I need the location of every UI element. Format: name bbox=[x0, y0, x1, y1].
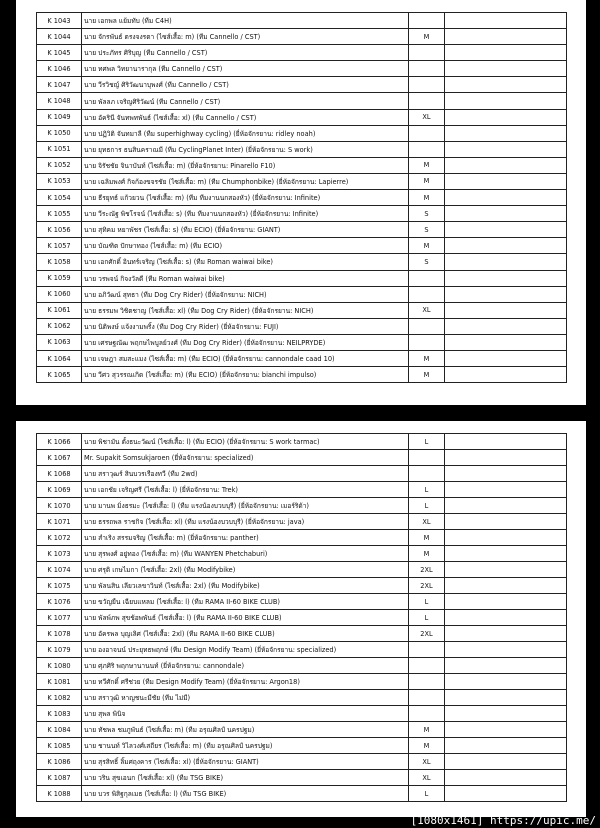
shirt-size-cell: 2XL bbox=[409, 578, 445, 594]
table-row bbox=[37, 29, 567, 45]
participant-name-cell: นาย เศรษฐณัฒ พฤกษไพบูลย์วงศ์ (ทีม Dog Cry Rider) (ยี่ห้อจักรยาน: NEILPRYDE) bbox=[82, 334, 409, 350]
participant-name-cell: นาย องอาจนน์ ประยุทธพฤกษ์ (ทีม Design Modify Team) (ยี่ห้อจักรยาน: specialized) bbox=[82, 642, 409, 658]
registration-code-cell: K 1054 bbox=[37, 190, 82, 206]
empty-note-cell bbox=[445, 514, 567, 530]
shirt-size-cell bbox=[409, 450, 445, 466]
shirt-size-cell: L bbox=[409, 786, 445, 802]
registration-code-cell: K 1066 bbox=[37, 434, 82, 450]
empty-note-cell bbox=[445, 13, 567, 29]
empty-note-cell bbox=[445, 642, 567, 658]
table-row bbox=[37, 626, 567, 642]
empty-note-cell bbox=[445, 61, 567, 77]
empty-note-cell bbox=[445, 45, 567, 61]
registration-code-cell: K 1068 bbox=[37, 466, 82, 482]
shirt-size-cell bbox=[409, 93, 445, 109]
table-row bbox=[37, 722, 567, 738]
participant-name-cell: นาย ปฏิวิติ จันทมาลี (ทีม superhighway cycling) (ยี่ห้อจักรยาน: ridley noah) bbox=[82, 125, 409, 141]
shirt-size-cell: 2XL bbox=[409, 562, 445, 578]
table-row bbox=[37, 642, 567, 658]
registration-code-cell: K 1082 bbox=[37, 690, 82, 706]
table-row bbox=[37, 754, 567, 770]
participant-name-cell: นาย พัลลภ เจริญศิริวัฒน์ (ทีม Cannello / CST) bbox=[82, 93, 409, 109]
table-row bbox=[37, 254, 567, 270]
participant-name-cell: นาย วรพจน์ กิจงวัลดี (ทีม Roman waiwai bike) bbox=[82, 270, 409, 286]
shirt-size-cell: M bbox=[409, 29, 445, 45]
empty-note-cell bbox=[445, 222, 567, 238]
table-row bbox=[37, 674, 567, 690]
shirt-size-cell: M bbox=[409, 350, 445, 366]
empty-note-cell bbox=[445, 562, 567, 578]
document-page-1 bbox=[16, 0, 586, 405]
table-row bbox=[37, 610, 567, 626]
registration-code-cell: K 1067 bbox=[37, 450, 82, 466]
participant-name-cell: นาย บวร พิสิฐกุลเมธ (ไซส์เสื้อ: l) (ทีม TSG BIKE) bbox=[82, 786, 409, 802]
table-row bbox=[37, 514, 567, 530]
shirt-size-cell: M bbox=[409, 367, 445, 383]
empty-note-cell bbox=[445, 498, 567, 514]
registration-code-cell: K 1075 bbox=[37, 578, 82, 594]
participant-name-cell: นาย วีระณัฐ พิชโรจน์ (ไซส์เสื้อ: s) (ทีม ทีมงานนกสองหัว) (ยี่ห้อจักรยาน: Infinite) bbox=[82, 206, 409, 222]
document-page-2 bbox=[16, 421, 586, 817]
registration-code-cell: K 1063 bbox=[37, 334, 82, 350]
shirt-size-cell bbox=[409, 270, 445, 286]
registration-code-cell: K 1051 bbox=[37, 141, 82, 157]
empty-note-cell bbox=[445, 238, 567, 254]
registration-code-cell: K 1046 bbox=[37, 61, 82, 77]
registration-code-cell: K 1079 bbox=[37, 642, 82, 658]
registration-code-cell: K 1073 bbox=[37, 546, 82, 562]
empty-note-cell bbox=[445, 29, 567, 45]
participant-name-cell: นาย เอกพล แย้มทับ (ทีม C4H) bbox=[82, 13, 409, 29]
table-row bbox=[37, 270, 567, 286]
empty-note-cell bbox=[445, 690, 567, 706]
shirt-size-cell bbox=[409, 286, 445, 302]
shirt-size-cell: M bbox=[409, 238, 445, 254]
table-row bbox=[37, 157, 567, 173]
registration-code-cell: K 1047 bbox=[37, 77, 82, 93]
shirt-size-cell bbox=[409, 77, 445, 93]
participant-name-cell: นาย ขวัญยืน เฉียบแหลม (ไซส์เสื้อ: l) (ทีม RAMA II-60 BIKE CLUB) bbox=[82, 594, 409, 610]
empty-note-cell bbox=[445, 434, 567, 450]
table-row bbox=[37, 367, 567, 383]
shirt-size-cell: M bbox=[409, 173, 445, 189]
empty-note-cell bbox=[445, 482, 567, 498]
participant-name-cell: นาย ประภัทร ศิริบุญ (ทีม Cannello / CST) bbox=[82, 45, 409, 61]
participant-name-cell: นาย มานพ มิ่งธรมะ (ไซส์เสื้อ: l) (ทีม แรงน้องบวบบุรี) (ยี่ห้อจักรยาน: เมอร์ริด้า) bbox=[82, 498, 409, 514]
table-row bbox=[37, 77, 567, 93]
participant-name-cell: นาย บัณฑิต ปักษาทอง (ไซส์เสื้อ: m) (ทีม ECIO) bbox=[82, 238, 409, 254]
registration-code-cell: K 1088 bbox=[37, 786, 82, 802]
participant-name-cell: นาย สราวุฒิ หาญชนะมีชัย (ทีม ไม่มี) bbox=[82, 690, 409, 706]
registration-code-cell: K 1058 bbox=[37, 254, 82, 270]
table-row bbox=[37, 690, 567, 706]
shirt-size-cell: M bbox=[409, 738, 445, 754]
table-row bbox=[37, 594, 567, 610]
table-row bbox=[37, 770, 567, 786]
participant-name-cell: นาย พิชามัน ตั้งธนะวัฒน์ (ไซส์เสื้อ: l) (ทีม ECIO) (ยี่ห้อจักรยาน: S work tarmac) bbox=[82, 434, 409, 450]
registration-code-cell: K 1085 bbox=[37, 738, 82, 754]
participant-name-cell: นาย พัลนสิน เลียวเลขาวินท์ (ไซส์เสื้อ: 2xl) (ทีม Modifybike) bbox=[82, 578, 409, 594]
shirt-size-cell bbox=[409, 642, 445, 658]
shirt-size-cell: M bbox=[409, 546, 445, 562]
empty-note-cell bbox=[445, 738, 567, 754]
table-row bbox=[37, 546, 567, 562]
table-row bbox=[37, 286, 567, 302]
empty-note-cell bbox=[445, 450, 567, 466]
registration-code-cell: K 1080 bbox=[37, 658, 82, 674]
empty-note-cell bbox=[445, 302, 567, 318]
shirt-size-cell: M bbox=[409, 190, 445, 206]
empty-note-cell bbox=[445, 318, 567, 334]
empty-note-cell bbox=[445, 658, 567, 674]
table-row bbox=[37, 350, 567, 366]
shirt-size-cell: XL bbox=[409, 514, 445, 530]
registration-code-cell: K 1053 bbox=[37, 173, 82, 189]
empty-note-cell bbox=[445, 77, 567, 93]
empty-note-cell bbox=[445, 190, 567, 206]
table-row bbox=[37, 318, 567, 334]
table-row bbox=[37, 450, 567, 466]
empty-note-cell bbox=[445, 674, 567, 690]
registration-code-cell: K 1087 bbox=[37, 770, 82, 786]
empty-note-cell bbox=[445, 722, 567, 738]
participant-name-cell: นาย วีรวิชญ์ ศิริวัฒนาบุพงศ์ (ทีม Cannello / CST) bbox=[82, 77, 409, 93]
empty-note-cell bbox=[445, 350, 567, 366]
table-row bbox=[37, 206, 567, 222]
empty-note-cell bbox=[445, 141, 567, 157]
watermark-text: [1080x1461] https://upic.me/ bbox=[410, 814, 596, 827]
participant-name-cell: นาย ธรรมพ วิชิตชาญ (ไซส์เสื้อ: xl) (ทีม Dog Cry Rider) (ยี่ห้อจักรยาน: NICH) bbox=[82, 302, 409, 318]
empty-note-cell bbox=[445, 367, 567, 383]
shirt-size-cell: L bbox=[409, 434, 445, 450]
participant-name-cell: นาย ศุภศิริ พฤกษานานนท์ (ยี่ห้อจักรยาน: cannondale) bbox=[82, 658, 409, 674]
registration-code-cell: K 1048 bbox=[37, 93, 82, 109]
registration-code-cell: K 1084 bbox=[37, 722, 82, 738]
shirt-size-cell: L bbox=[409, 482, 445, 498]
shirt-size-cell bbox=[409, 125, 445, 141]
empty-note-cell bbox=[445, 530, 567, 546]
table-row bbox=[37, 190, 567, 206]
shirt-size-cell bbox=[409, 690, 445, 706]
empty-note-cell bbox=[445, 626, 567, 642]
participant-name-cell: Mr. Supakit Somsukjaroen (ยี่ห้อจักรยาน: specialized) bbox=[82, 450, 409, 466]
table-row bbox=[37, 530, 567, 546]
table-row bbox=[37, 482, 567, 498]
shirt-size-cell bbox=[409, 45, 445, 61]
table-row bbox=[37, 334, 567, 350]
registration-code-cell: K 1076 bbox=[37, 594, 82, 610]
participant-name-cell: นาย อัครินี จันทพทพันธ์ (ไซส์เสื้อ: xl) (ทีม Cannello / CST) bbox=[82, 109, 409, 125]
participant-name-cell: นาย อภิวัฒน์ สุทธา (ทีม Dog Cry Rider) (ยี่ห้อจักรยาน: NICH) bbox=[82, 286, 409, 302]
empty-note-cell bbox=[445, 93, 567, 109]
participant-name-cell: นาย สุรสิทธิ์ ลิ้มศฤงคาร (ไซส์เสื้อ: xl) (ยี่ห้อจักรยาน: GIANT) bbox=[82, 754, 409, 770]
registration-code-cell: K 1064 bbox=[37, 350, 82, 366]
participant-name-cell: นาย พัลพ์ภพ สุขช้อพพันธ์ (ไซส์เสื้อ: l) (ทีม RAMA II-60 BIKE CLUB) bbox=[82, 610, 409, 626]
empty-note-cell bbox=[445, 109, 567, 125]
participant-name-cell: นาย เอกชัย เจริญศรี (ไซส์เสื้อ: l) (ยี่ห้อจักรยาน: Trek) bbox=[82, 482, 409, 498]
table-row bbox=[37, 125, 567, 141]
registration-code-cell: K 1055 bbox=[37, 206, 82, 222]
shirt-size-cell bbox=[409, 334, 445, 350]
participant-name-cell: นาย เจษฎา สมสะแมง (ไซส์เสื้อ: m) (ทีม ECIO) (ยี่ห้อจักรยาน: cannondale caad 10) bbox=[82, 350, 409, 366]
table-row bbox=[37, 222, 567, 238]
shirt-size-cell: S bbox=[409, 206, 445, 222]
participant-name-cell: นาย ธรรถพล ราชกิจ (ไซส์เสื้อ: xl) (ทีม แรงน้องบวบบุรี) (ยี่ห้อจักรยาน: java) bbox=[82, 514, 409, 530]
shirt-size-cell: XL bbox=[409, 754, 445, 770]
registration-code-cell: K 1074 bbox=[37, 562, 82, 578]
empty-note-cell bbox=[445, 610, 567, 626]
registration-table-1 bbox=[36, 12, 567, 383]
shirt-size-cell: S bbox=[409, 254, 445, 270]
empty-note-cell bbox=[445, 270, 567, 286]
registration-code-cell: K 1050 bbox=[37, 125, 82, 141]
table-row bbox=[37, 562, 567, 578]
participant-name-cell: นาย ชานนท์ วิไลวงศ์เสถียร (ไซส์เสื้อ: m) (ทีม อรุณศิลป์ นครปฐม) bbox=[82, 738, 409, 754]
shirt-size-cell: L bbox=[409, 498, 445, 514]
registration-code-cell: K 1062 bbox=[37, 318, 82, 334]
registration-code-cell: K 1045 bbox=[37, 45, 82, 61]
empty-note-cell bbox=[445, 466, 567, 482]
registration-code-cell: K 1052 bbox=[37, 157, 82, 173]
participant-name-cell: นาย เอกศักดิ์ อินทร์เจริญ (ไซส์เสื้อ: s) (ทีม Roman waiwai bike) bbox=[82, 254, 409, 270]
table-row bbox=[37, 238, 567, 254]
empty-note-cell bbox=[445, 578, 567, 594]
registration-code-cell: K 1069 bbox=[37, 482, 82, 498]
registration-code-cell: K 1043 bbox=[37, 13, 82, 29]
registration-code-cell: K 1065 bbox=[37, 367, 82, 383]
empty-note-cell bbox=[445, 125, 567, 141]
table-row bbox=[37, 658, 567, 674]
registration-code-cell: K 1059 bbox=[37, 270, 82, 286]
empty-note-cell bbox=[445, 206, 567, 222]
shirt-size-cell: M bbox=[409, 722, 445, 738]
table-row bbox=[37, 466, 567, 482]
participant-name-cell: นาย สุพล พินิจ bbox=[82, 706, 409, 722]
registration-table-2 bbox=[36, 433, 567, 802]
table-row bbox=[37, 738, 567, 754]
registration-code-cell: K 1061 bbox=[37, 302, 82, 318]
empty-note-cell bbox=[445, 157, 567, 173]
shirt-size-cell bbox=[409, 318, 445, 334]
empty-note-cell bbox=[445, 706, 567, 722]
table-row bbox=[37, 302, 567, 318]
participant-name-cell: นาย อัครพล บุญเลิศ (ไซส์เสื้อ: 2xl) (ทีม RAMA II-60 BIKE CLUB) bbox=[82, 626, 409, 642]
shirt-size-cell: S bbox=[409, 222, 445, 238]
empty-note-cell bbox=[445, 770, 567, 786]
participant-name-cell: นาย ธีรยุทธ์ แก้วยวน (ไซส์เสื้อ: m) (ทีม ทีมงานนกสองหัว) (ยี่ห้อจักรยาน: Infinite) bbox=[82, 190, 409, 206]
table-row bbox=[37, 706, 567, 722]
participant-name-cell: นาย จิรัชชัย จินาบันท์ (ไซส์เสื้อ: m) (ยี่ห้อจักรยาน: Pinarello F10) bbox=[82, 157, 409, 173]
empty-note-cell bbox=[445, 786, 567, 802]
participant-name-cell: นาย ศรุติ เกษไมกา (ไซส์เสื้อ: 2xl) (ทีม Modifybike) bbox=[82, 562, 409, 578]
registration-code-cell: K 1077 bbox=[37, 610, 82, 626]
participant-name-cell: นาย สุรพงศ์ อยู่ทอง (ไซส์เสื้อ: m) (ทีม WANYEN Phetchaburi) bbox=[82, 546, 409, 562]
registration-code-cell: K 1072 bbox=[37, 530, 82, 546]
shirt-size-cell: M bbox=[409, 157, 445, 173]
table-row bbox=[37, 61, 567, 77]
participant-name-cell: นาย ทัชพล ชมภูพันธ์ (ไซส์เสื้อ: m) (ทีม อรุณศิลป์ นครปฐม) bbox=[82, 722, 409, 738]
participant-name-cell: นาย นิติพงษ์ แจ้งงามพริ้ง (ทีม Dog Cry Rider) (ยี่ห้อจักรยาน: FUJI) bbox=[82, 318, 409, 334]
shirt-size-cell bbox=[409, 141, 445, 157]
shirt-size-cell bbox=[409, 674, 445, 690]
shirt-size-cell bbox=[409, 706, 445, 722]
shirt-size-cell: L bbox=[409, 594, 445, 610]
registration-code-cell: K 1056 bbox=[37, 222, 82, 238]
table-row bbox=[37, 93, 567, 109]
shirt-size-cell: XL bbox=[409, 302, 445, 318]
table-row bbox=[37, 578, 567, 594]
empty-note-cell bbox=[445, 334, 567, 350]
participant-name-cell: นาย ทวีศักดิ์ ศรีช่วย (ทีม Design Modify Team) (ยี่ห้อจักรยาน: Argon18) bbox=[82, 674, 409, 690]
table-row bbox=[37, 173, 567, 189]
registration-code-cell: K 1060 bbox=[37, 286, 82, 302]
shirt-size-cell: L bbox=[409, 610, 445, 626]
empty-note-cell bbox=[445, 254, 567, 270]
registration-code-cell: K 1083 bbox=[37, 706, 82, 722]
shirt-size-cell: XL bbox=[409, 770, 445, 786]
registration-code-cell: K 1078 bbox=[37, 626, 82, 642]
registration-code-cell: K 1070 bbox=[37, 498, 82, 514]
shirt-size-cell: 2XL bbox=[409, 626, 445, 642]
shirt-size-cell bbox=[409, 466, 445, 482]
registration-code-cell: K 1086 bbox=[37, 754, 82, 770]
empty-note-cell bbox=[445, 286, 567, 302]
shirt-size-cell bbox=[409, 13, 445, 29]
empty-note-cell bbox=[445, 546, 567, 562]
shirt-size-cell bbox=[409, 658, 445, 674]
participant-name-cell: นาย สราวุฒร์ สินบวรเรืองทวี (ทีม 2wd) bbox=[82, 466, 409, 482]
shirt-size-cell: M bbox=[409, 530, 445, 546]
empty-note-cell bbox=[445, 594, 567, 610]
table-row bbox=[37, 13, 567, 29]
table-row bbox=[37, 786, 567, 802]
registration-code-cell: K 1049 bbox=[37, 109, 82, 125]
registration-code-cell: K 1057 bbox=[37, 238, 82, 254]
registration-code-cell: K 1081 bbox=[37, 674, 82, 690]
table-row bbox=[37, 498, 567, 514]
shirt-size-cell: XL bbox=[409, 109, 445, 125]
shirt-size-cell bbox=[409, 61, 445, 77]
empty-note-cell bbox=[445, 173, 567, 189]
participant-name-cell: นาย ยุทธการ ธนสินคราณมี (ทีม CyclingPlanet Inter) (ยี่ห้อจักรยาน: S work) bbox=[82, 141, 409, 157]
participant-name-cell: นาย จักรพันธ์ ตรงจงรตา (ไซส์เสื้อ: m) (ทีม Cannello / CST) bbox=[82, 29, 409, 45]
participant-name-cell: นาย ทศพล วิทยานารากุล (ทีม Cannello / CST) bbox=[82, 61, 409, 77]
participant-name-cell: นาย สำเริง สรรมจริญ (ไซส์เสื้อ: m) (ยี่ห้อจักรยาน: panther) bbox=[82, 530, 409, 546]
participant-name-cell: นาย สุทิคม หยาพัชร (ไซส์เสื้อ: s) (ทีม ECIO) (ยี่ห้อจักรยาน: GIANT) bbox=[82, 222, 409, 238]
participant-name-cell: นาย เฉลิมพงศ์ กิจก้องขจรชัย (ไซส์เสื้อ: m) (ทีม Chumphonbike) (ยี่ห้อจักรยาน: Lapierre) bbox=[82, 173, 409, 189]
empty-note-cell bbox=[445, 754, 567, 770]
table-row bbox=[37, 109, 567, 125]
table-row bbox=[37, 434, 567, 450]
participant-name-cell: นาย วริน สุขเอนก (ไซส์เสื้อ: xl) (ทีม TSG BIKE) bbox=[82, 770, 409, 786]
registration-code-cell: K 1071 bbox=[37, 514, 82, 530]
participant-name-cell: นาย วีศว สุวรรณเกิด (ไซส์เสื้อ: m) (ทีม ECIO) (ยี่ห้อจักรยาน: bianchi impulso) bbox=[82, 367, 409, 383]
table-row bbox=[37, 141, 567, 157]
table-row bbox=[37, 45, 567, 61]
registration-code-cell: K 1044 bbox=[37, 29, 82, 45]
